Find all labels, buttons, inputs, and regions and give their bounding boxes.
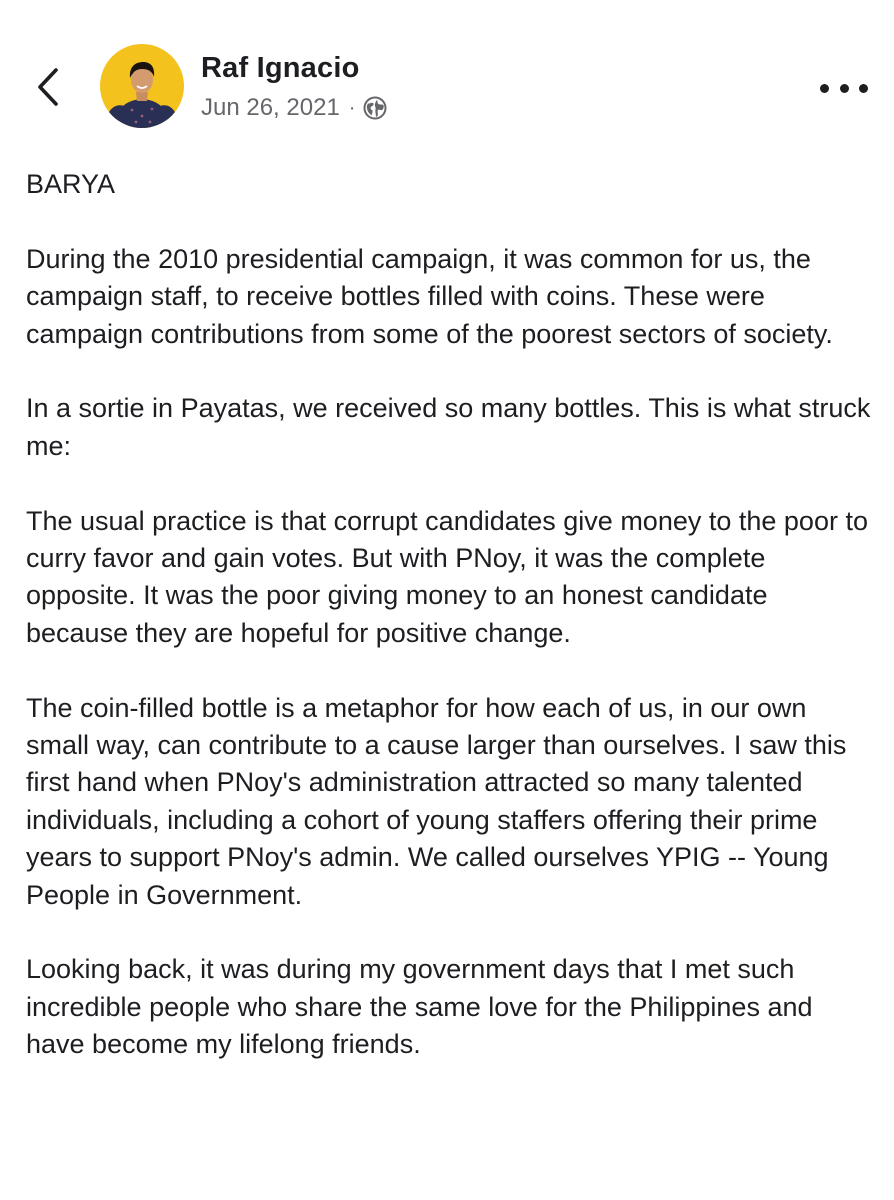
- post-title: BARYA: [26, 169, 116, 199]
- post-body: [26, 166, 876, 1101]
- back-button[interactable]: [28, 62, 68, 112]
- globe-icon: [363, 96, 387, 120]
- avatar[interactable]: [100, 44, 184, 128]
- profile-photo: [100, 44, 184, 128]
- chevron-left-icon: [28, 62, 68, 112]
- author-name[interactable]: Raf Ignacio: [201, 52, 360, 84]
- post-paragraph: Looking back, it was during my government days that I met such incredible people who share the same love for the Philippines and have become my lifelong friends.: [26, 954, 813, 1060]
- post-paragraph: In a sortie in Payatas, we received so many bottles. This is what struck me:: [26, 393, 871, 461]
- post-paragraph: The usual practice is that corrupt candidates give money to the poor to curry favor and gain votes. But with PNoy, it was the complete opposite. It was the poor giving money to an honest candidate because they are hopeful for positive change.: [26, 505, 868, 648]
- more-horizontal-icon: [820, 84, 829, 93]
- meta-separator: ·: [348, 97, 356, 119]
- post-date[interactable]: Jun 26, 2021: [201, 94, 340, 121]
- post-header: [0, 0, 894, 150]
- more-dot: [840, 84, 849, 93]
- post-paragraph: The coin-filled bottle is a metaphor for how each of us, in our own small way, can contribute to a cause larger than ourselves. I saw this first hand when PNoy's administration attracted so many talented individuals, including a cohort of young staffers offering their prime years to support PNoy's admin. We called ourselves YPIG -- Young People in Government.: [26, 692, 847, 910]
- more-dot: [859, 84, 868, 93]
- post-paragraph: During the 2010 presidential campaign, it was common for us, the campaign staff, to receive bottles filled with coins. These were campaign contributions from some of the poorest sectors of society.: [26, 243, 833, 349]
- post-meta: [201, 92, 387, 124]
- more-options-button[interactable]: [820, 76, 868, 100]
